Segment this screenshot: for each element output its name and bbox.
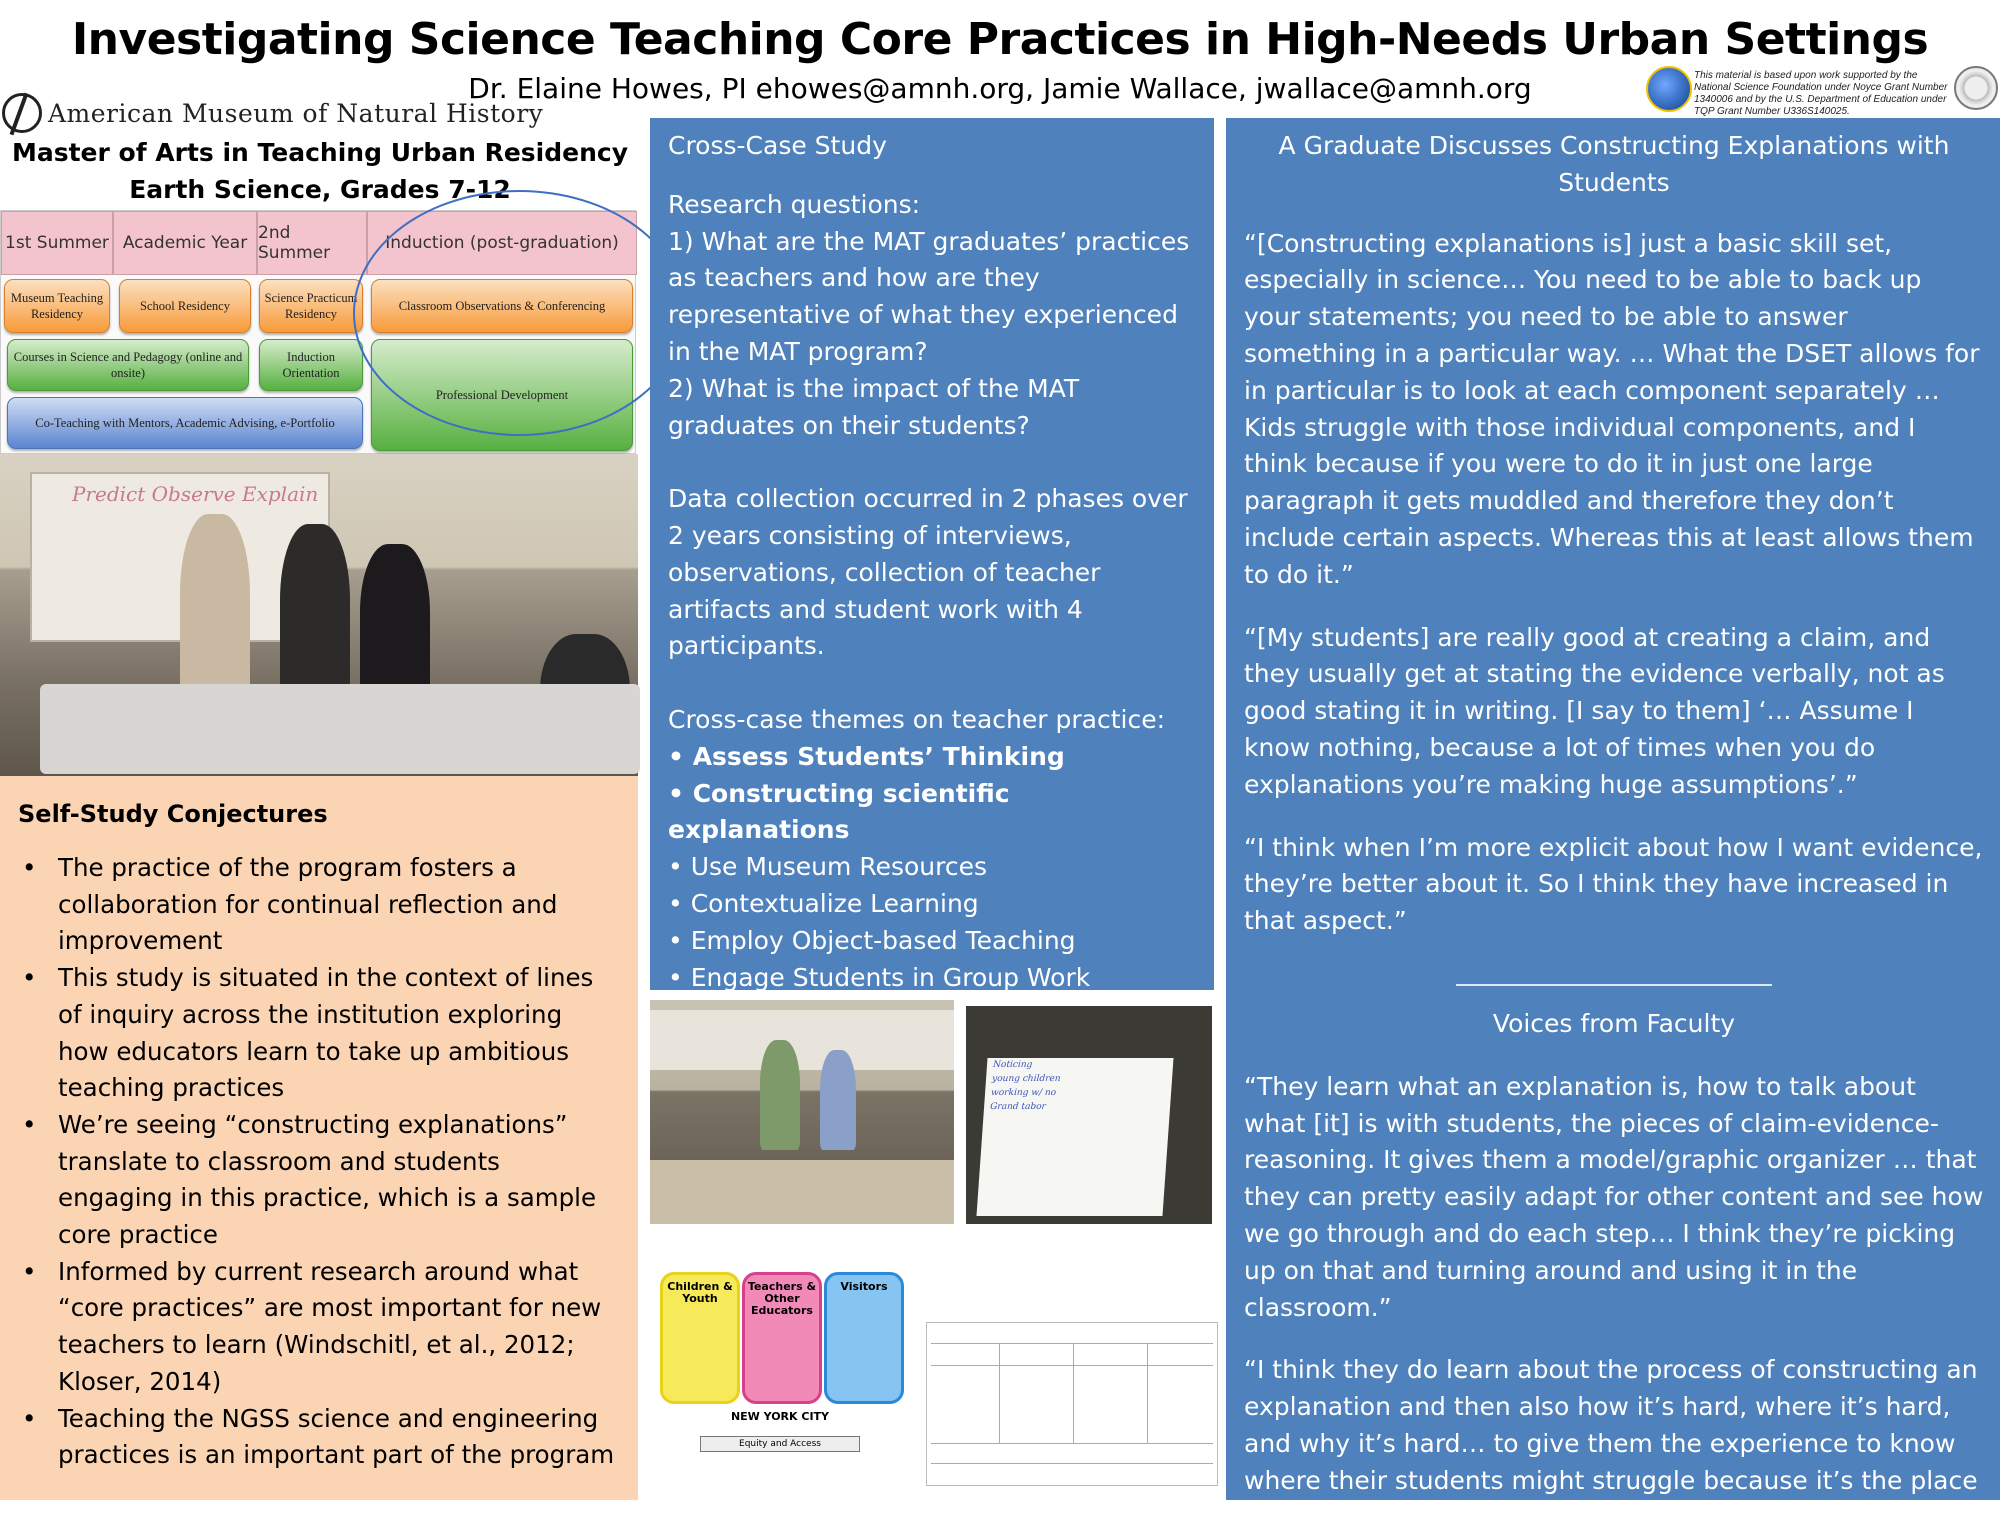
amnh-logo-text: American Museum of Natural History [48, 98, 544, 128]
audience-visitors: Visitors [824, 1272, 904, 1404]
cell-museum-teaching: Museum Teaching Residency [4, 279, 110, 333]
header-induction-label: Induction (post-graduation) [385, 233, 619, 253]
worksheet-line [1147, 1343, 1148, 1443]
mat-title-line2: Earth Science, Grades 7-12 [129, 175, 511, 204]
audience-teachers: Teachers & Other Educators [742, 1272, 822, 1404]
education-seal-icon [1954, 66, 1998, 110]
cell-coteaching: Co-Teaching with Mentors, Academic Advising, e-Portfolio [7, 397, 363, 449]
poster-title: Investigating Science Teaching Core Practices in High-Needs Urban Settings [71, 14, 1929, 65]
list-item: • Contextualize Learning [668, 886, 1196, 923]
data-collection: Data collection occurred in 2 phases over 2 years consisting of interviews, observations, collection of teacher artifacts and student work with 4 participants. [668, 484, 1188, 661]
graduate-quote: “[Constructing explanations is] just a basic skill set, especially in science… You need to be able to back up your statements; you need to be able to answer something in a particular way. … What the DSET allows for in particular is to look at each component separately … Kids struggle with those individual components, and I think because if you were to do it in just one large paragraph it gets muddled and therefore they don’t include certain aspects. Whereas this at least allows them to do it.” [1244, 228, 1980, 589]
photo-table [40, 684, 640, 774]
research-question-1: 1) What are the MAT graduates’ practices as teachers and how are they representative of what they experienced in the MAT program? [668, 226, 1190, 366]
faculty-quote-text: “I think they do learn about the process of constructing an explanation and then also how it’s hard, where it’s hard, and why it’s hard… to give them the experience to know where their students might struggle because it’s the place where [1244, 1355, 1978, 1532]
list-item: • Employ Object-based Teaching [668, 923, 1196, 960]
cross-case-title: Cross-Case Study [668, 131, 887, 160]
themes-heading: Cross-case themes on teacher practice: [668, 704, 1165, 734]
self-study-conjectures [0, 776, 638, 1500]
audience-children: Children & Youth [660, 1272, 740, 1404]
amnh-logo [2, 90, 543, 136]
photo-person [760, 1040, 800, 1150]
photo-whiteboard [650, 1010, 954, 1070]
research-questions [668, 187, 1196, 445]
venn-city-label: NEW YORK CITY [730, 1410, 830, 1423]
header-first-summer [1, 211, 113, 275]
cell-induction-orientation: Induction Orientation [259, 339, 363, 391]
faculty-quote: “They learn what an explanation is, how to talk about what [it] is with students, the pieces of claim-evidence-reasoning. It gives them a model/graphic organizer … that they can pretty easily adapt for other content and see how we go through and do each step… I think they’re picking up on that and turning around and using it in the classroom.” [1244, 1071, 1984, 1322]
photo-whiteboard-text: Predict Observe Explain [72, 482, 319, 506]
grant-note: This material is based upon work supported by the National Science Foundation under Noyce Grant Number 1340006 and by the U.S. Department of Education under TQP Grant Number U336S140025. [1694, 70, 1948, 117]
venn-equity-bar: Equity and Access [700, 1436, 860, 1452]
graduate-quote: “[My students] are really good at creating a claim, and they usually get at stating the evidence verbally, not as good stating it in writing. [I say to them] ‘… Assume I know nothing, because a lot of times when you do explanations you’re making huge assumptions’.” [1244, 622, 1945, 799]
faculty-quote [1244, 1352, 1984, 1536]
cell-school-residency: School Residency [119, 279, 251, 333]
amnh-logo-icon [2, 93, 42, 133]
faculty-section-title: Voices from Faculty [1492, 1008, 1736, 1038]
header-academic-year-label: Academic Year [122, 233, 248, 253]
highlight-oval [353, 190, 686, 436]
list-item: • Assess Students’ Thinking [668, 739, 1196, 776]
photo-desks [650, 1160, 954, 1224]
list-item: • The practice of the program fosters a collaboration for continual reflection and improvement [18, 850, 620, 960]
list-item: • This study is situated in the context of lines of inquiry across the institution exploring how educators learn to take up ambitious teaching practices [18, 960, 620, 1107]
faculty-quote-end: struggled.” [1384, 1502, 1533, 1532]
list-item: • Informed by current research around what “core practices” are most important for new teachers to learn (Windschitl, et al., 2012; Kloser, 2014) [18, 1254, 620, 1401]
nsf-logo-icon [1646, 66, 1692, 112]
rq-heading: Research questions: [668, 189, 921, 219]
header-academic-year [113, 211, 257, 275]
photo-classroom-workshop [0, 454, 638, 776]
list-item: • We’re seeing “constructing explanations” translate to classroom and students engaging in this practice, which is a sample core practice [18, 1107, 620, 1254]
header-second-summer-label: 2nd Summer [258, 223, 331, 263]
cross-case-study [650, 118, 1214, 990]
graduate-quote: “I think when I’m more explicit about how I want evidence, they’re better about it. So I think they have increased in that aspect.” [1244, 832, 1983, 936]
list-item: • Teaching the NGSS science and engineering practices is an important part of the program [18, 1401, 620, 1474]
poster-authors: Dr. Elaine Howes, PI ehowes@amnh.org, Jamie Wallace, jwallace@amnh.org [468, 72, 1532, 105]
worksheet-line [1073, 1343, 1074, 1443]
photo-person [820, 1050, 856, 1150]
audiences-diagram [650, 1260, 916, 1460]
worksheet-line [931, 1463, 1213, 1464]
section-divider [1456, 984, 1772, 986]
research-question-2: 2) What is the impact of the MAT graduates on their students? [668, 373, 1080, 440]
worksheet-line [931, 1343, 1213, 1344]
student-worksheet-image [926, 1322, 1218, 1486]
header-first-summer-label: 1st Summer [5, 233, 109, 253]
header-second-summer [257, 211, 367, 275]
faculty-quote-emphasis: they [1328, 1502, 1385, 1532]
cell-classroom-observations: Classroom Observations & Conferencing [371, 279, 633, 333]
cell-courses: Courses in Science and Pedagogy (online and onsite) [7, 339, 249, 391]
list-item: • Engage Students in Group Work [668, 960, 1196, 997]
cell-professional-development: Professional Development [371, 339, 633, 451]
worksheet-line [999, 1343, 1000, 1443]
list-item: • Use Museum Resources [668, 849, 1196, 886]
photo-chart-paper [966, 1006, 1212, 1224]
graduate-section-title: A Graduate Discusses Constructing Explanations with Students [1278, 131, 1950, 197]
mat-title-line1: Master of Arts in Teaching Urban Residency [11, 138, 629, 167]
worksheet-line [931, 1443, 1213, 1444]
worksheet-line [931, 1365, 1213, 1366]
conjectures-list [18, 850, 620, 1474]
photo-classroom-lesson [650, 1000, 954, 1224]
graduate-discusses-explanations [1226, 118, 2000, 1532]
conjectures-title: Self-Study Conjectures [18, 800, 328, 828]
themes-list [668, 739, 1196, 997]
cell-science-practicum: Science Practicum Residency [259, 279, 363, 333]
list-item: • Constructing scientific explanations [668, 776, 1196, 850]
photo-chart-paper-sheet: Noticing young children working w/ no Grand tabor [976, 1058, 1173, 1216]
